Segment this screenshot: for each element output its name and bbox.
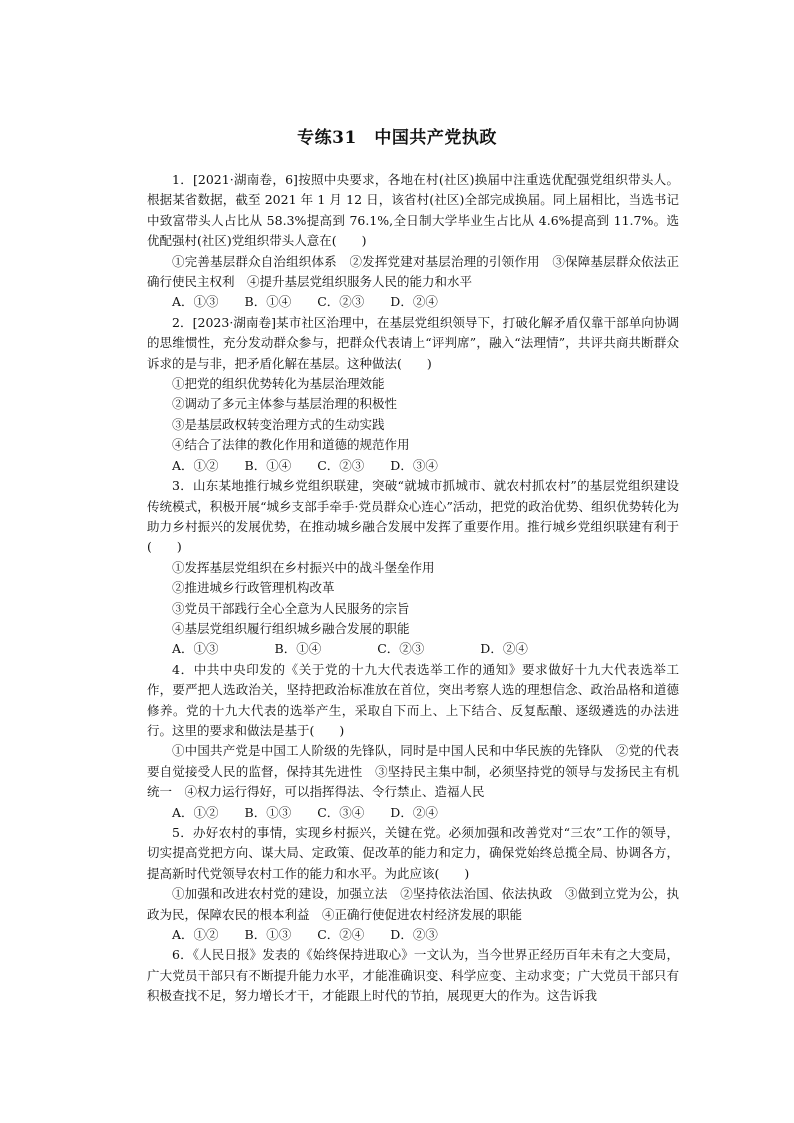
question-options: ①完善基层群众自治组织体系 ②发挥党建对基层治理的引领作用 ③保障基层群众依法正确行使民主权利 ④提升基层党组织服务人民的能力和水平 <box>147 253 679 290</box>
option-2: ②调动了多元主体参与基层治理的积极性 <box>172 396 398 412</box>
option-4: ④结合了法律的教化作用和道德的规范作用 <box>172 437 410 453</box>
answer-d: D．②④ <box>480 641 528 657</box>
option-4: ④基层党组织履行组织城乡融合发展的职能 <box>172 620 410 636</box>
question-6 <box>147 945 679 1006</box>
question-stem: 2．[2023·湖南卷]某市社区治理中，在基层党组织领导下，打破化解矛盾仅靠干部单向协调的思维惯性，充分发动群众参与，把群众代表请上“评判席”，融入“法理情”，共评共商共断群众诉求的是与非，把矛盾化解在基层。这种做法( ) <box>147 314 679 371</box>
answer-c: C．②③ <box>377 641 425 657</box>
option-1: ①把党的组织优势转化为基层治理效能 <box>172 376 385 392</box>
answer-choices <box>147 292 679 312</box>
answer-b: B．①④ <box>244 457 292 473</box>
question-stem: 6．《人民日报》发表的《始终保持进取心》一文认为，当今世界正经历百年未有之大变局，广大党员干部只有不断提升能力水平，才能准确识变、科学应变、主动求变；广大党员干部只有积极查找不足，努力增长才干，才能跟上时代的节拍，展现更大的作为。这告诉我 <box>147 947 679 1004</box>
question-stem: 1．[2021·湖南卷，6]按照中央要求，各地在村(社区)换届中注重选优配强党组织带头人。根据某省数据，截至 2021 年 1 月 12 日，该省村(社区)全部完成换届。同上届相比，当选书记中致富带头人占比从 58.3%提高到 76.1%,全日制大学毕业生占比从 4.6%提高到 11.7%。选优配强村(社区)党组织带头人意在( ) <box>147 172 679 249</box>
question-4 <box>147 660 679 823</box>
answer-c: C．②③ <box>317 457 365 473</box>
answer-choices <box>147 925 679 945</box>
option-2: ②推进城乡行政管理机构改革 <box>172 580 335 596</box>
answer-choices <box>147 803 679 823</box>
answer-c: C．②③ <box>317 294 365 310</box>
answer-a: A．①② <box>172 927 219 943</box>
answer-c: C．③④ <box>317 804 365 820</box>
question-stem: 4．中共中央印发的《关于党的十九大代表选举工作的通知》要求做好十九大代表选举工作，要严把人选政治关，坚持把政治标准放在首位，突出考察人选的理想信念、政治品格和道德修养。党的十九大代表的选举产生，采取自下而上、上下结合、反复酝酿、逐级遴选的办法进行。这里的要求和做法是基于( ) <box>147 661 679 738</box>
answer-a: A．①② <box>172 804 219 820</box>
answer-d: D．③④ <box>390 457 438 473</box>
answer-b: B．①④ <box>244 294 292 310</box>
answer-a: A．①③ <box>172 294 219 310</box>
page-title: 专练31 中国共产党执政 <box>297 128 497 148</box>
option-3: ③是基层政权转变治理方式的生动实践 <box>172 416 385 432</box>
answer-a: A．①③ <box>172 641 219 657</box>
answer-d: D．②④ <box>390 294 438 310</box>
question-1 <box>147 170 679 313</box>
answer-choices <box>147 639 679 659</box>
question-3 <box>147 476 679 660</box>
answer-choices <box>147 456 679 476</box>
question-5 <box>147 823 679 945</box>
answer-d: D．②④ <box>390 804 438 820</box>
question-stem: 3．山东某地推行城乡党组织联建，突破“就城市抓城市、就农村抓农村”的基层党组织建设传统模式，积极开展“城乡支部手牵手·党员群众心连心”活动，把党的政治优势、组织优势转化为助力乡村振兴的发展优势，在推动城乡融合发展中发挥了重要作用。推行城乡党组织联建有利于( ) <box>147 478 679 555</box>
answer-b: B．①③ <box>244 804 292 820</box>
option-3: ③党员干部践行全心全意为人民服务的宗旨 <box>172 600 410 616</box>
question-options: ①加强和改进农村党的建设，加强立法 ②坚持依法治国、依法执政 ③做到立党为公，执政为民，保障农民的根本利益 ④正确行使促进农村经济发展的职能 <box>147 886 679 922</box>
answer-b: B．①③ <box>244 927 292 943</box>
answer-a: A．①② <box>172 457 219 473</box>
answer-c: C．②④ <box>317 927 365 943</box>
question-options: ①中国共产党是中国工人阶级的先锋队，同时是中国人民和中华民族的先锋队 ②党的代表要自觉接受人民的监督，保持其先进性 ③坚持民主集中制，必须坚持党的领导与发扬民主有机统一 ④权力运行得好，可以指挥得法、令行禁止、造福人民 <box>147 743 679 800</box>
question-list <box>147 170 679 1007</box>
answer-b: B．①④ <box>274 641 322 657</box>
question-2 <box>147 313 679 476</box>
option-1: ①发挥基层党组织在乡村振兴中的战斗堡垒作用 <box>172 559 435 575</box>
answer-d: D．②③ <box>390 927 438 943</box>
question-stem: 5．办好农村的事情，实现乡村振兴，关键在党。必须加强和改善党对“三农”工作的领导，切实提高党把方向、谋大局、定政策、促改革的能力和定力，确保党始终总揽全局、协调各方，提高新时代党领导农村工作的能力和水平。为此应该( ) <box>147 825 679 881</box>
